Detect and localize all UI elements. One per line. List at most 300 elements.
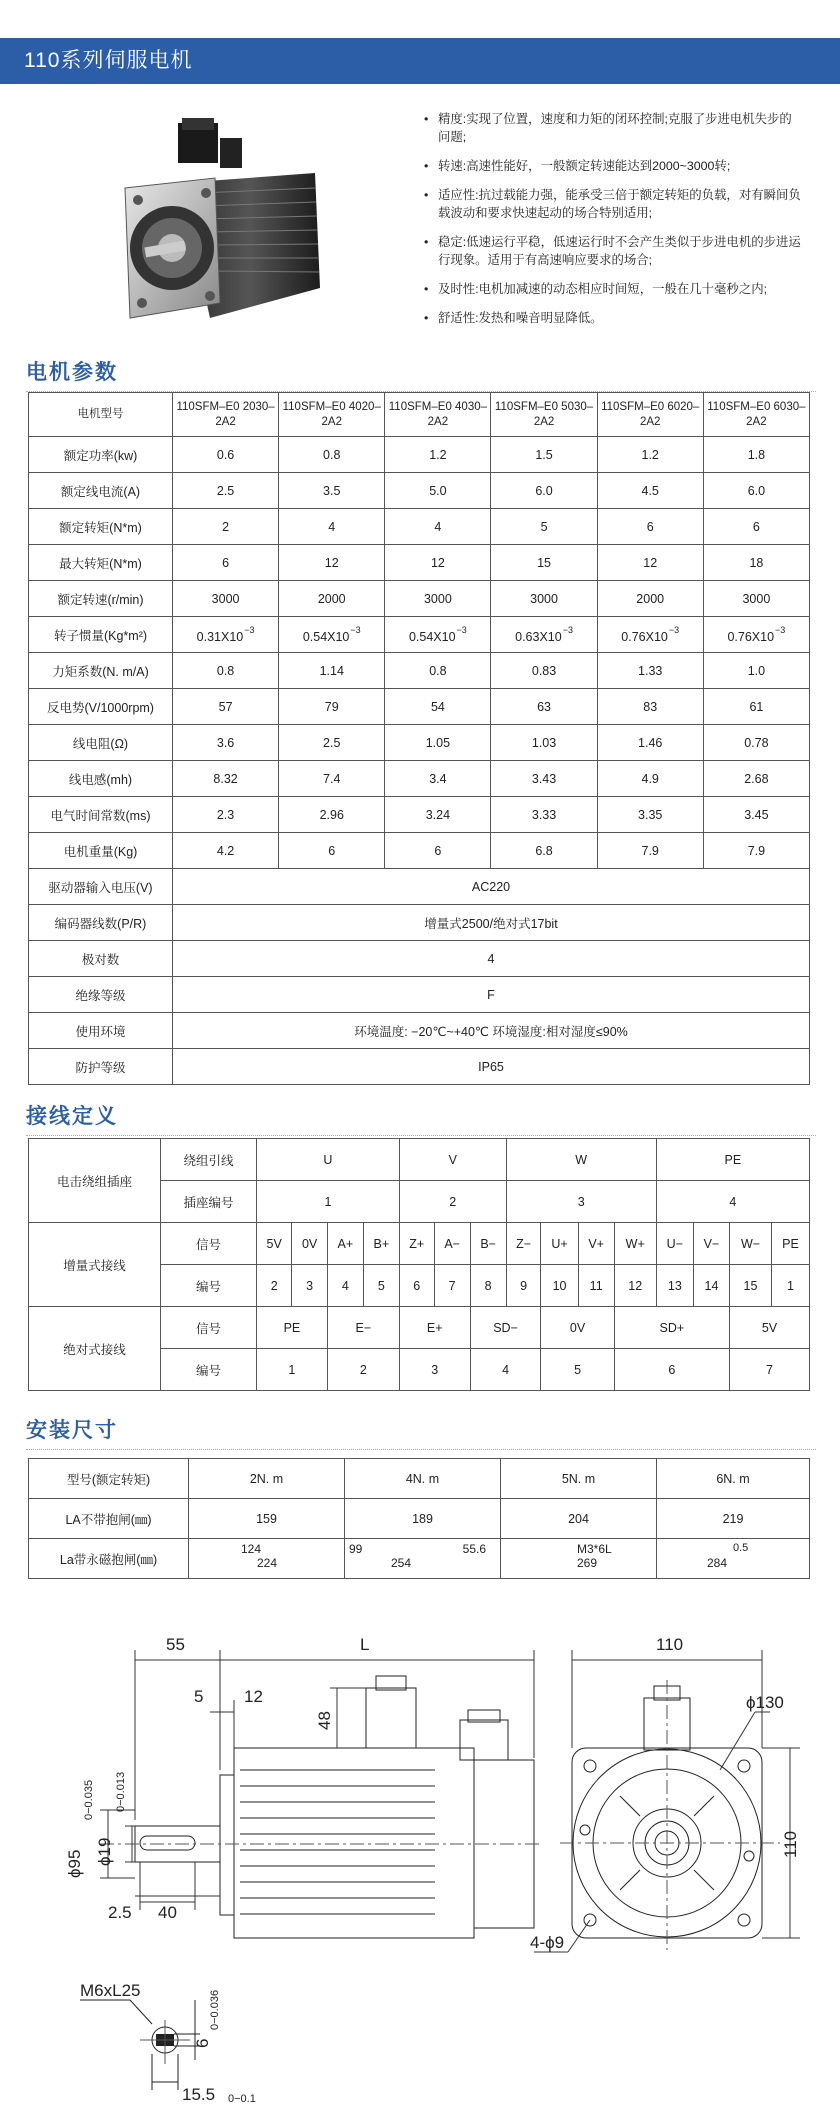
number-cell: 4 bbox=[327, 1265, 363, 1307]
row-label: 额定转速(r/min) bbox=[29, 581, 173, 617]
value-cell: 219 bbox=[657, 1499, 810, 1539]
number-cell: 1 bbox=[257, 1349, 328, 1391]
signal-cell: A+ bbox=[327, 1223, 363, 1265]
signal-cell: E− bbox=[327, 1307, 399, 1349]
row-label: 驱动器输入电压(V) bbox=[29, 869, 173, 905]
dim-tol19: 0−0.013 bbox=[115, 1771, 127, 1812]
dim-phi19: ϕ19 bbox=[95, 1837, 114, 1866]
row-label: 绕组引线 bbox=[161, 1139, 257, 1181]
value-text: 4.9 bbox=[641, 771, 659, 786]
value-a: 99 bbox=[349, 1542, 363, 1556]
value-text: 1.14 bbox=[319, 663, 344, 678]
value-cell bbox=[279, 725, 385, 761]
value-text: 1.0 bbox=[747, 663, 766, 678]
lead-cell: V bbox=[399, 1139, 506, 1181]
number-cell: 7 bbox=[434, 1265, 470, 1307]
signal-cell: V+ bbox=[578, 1223, 614, 1265]
row-label: 编号 bbox=[161, 1265, 257, 1307]
dimension-drawing bbox=[40, 1620, 800, 2110]
signal-cell: W− bbox=[729, 1223, 771, 1265]
feature-item: • 适应性:抗过载能力强，能承受三倍于额定转矩的负载，对有瞬间负载波动和要求快速起动的场合特别适用; bbox=[424, 186, 804, 222]
signal-cell: SD+ bbox=[614, 1307, 729, 1349]
value-cell bbox=[173, 473, 279, 509]
row-label: 额定转矩(N*m) bbox=[29, 509, 173, 545]
number-cell: 8 bbox=[470, 1265, 506, 1307]
value-text: 12 bbox=[643, 555, 658, 570]
value-cell bbox=[279, 617, 385, 653]
model-cell: 110SFM–E0 2030–2A2 bbox=[173, 393, 279, 437]
value-cell bbox=[385, 689, 491, 725]
dim-5: 5 bbox=[194, 1687, 204, 1706]
table-row bbox=[29, 617, 810, 653]
header-cell: 6N. m bbox=[657, 1459, 810, 1499]
dim-phi95: ϕ95 bbox=[65, 1849, 84, 1878]
value-cell bbox=[173, 653, 279, 689]
value-text: 12 bbox=[430, 555, 445, 570]
value-text: 3.6 bbox=[216, 735, 235, 750]
lead-cell: U bbox=[257, 1139, 400, 1181]
value-cell: 204 bbox=[501, 1499, 657, 1539]
value-bottom: 224 bbox=[257, 1556, 278, 1570]
value-cell bbox=[173, 797, 279, 833]
row-label: 转子惯量(Kg*m²) bbox=[29, 617, 173, 653]
number-cell: 11 bbox=[578, 1265, 614, 1307]
table-row bbox=[29, 473, 810, 509]
value-text: 1.03 bbox=[531, 735, 557, 750]
value-cell bbox=[597, 617, 703, 653]
value-cell bbox=[491, 653, 597, 689]
value-cell bbox=[385, 725, 491, 761]
header-cell: 电机型号 bbox=[29, 393, 173, 437]
value-text: 2000 bbox=[636, 591, 665, 606]
value-cell bbox=[703, 689, 809, 725]
header-cell: 型号(额定转矩) bbox=[29, 1459, 189, 1499]
value-cell bbox=[345, 1539, 501, 1579]
value-cell bbox=[279, 653, 385, 689]
value-cell bbox=[279, 689, 385, 725]
value-sup: 0.5 bbox=[733, 1542, 749, 1554]
value-cell bbox=[597, 581, 703, 617]
value-cell bbox=[279, 509, 385, 545]
header-cell: 5N. m bbox=[501, 1459, 657, 1499]
row-label: 电机重量(Kg) bbox=[29, 833, 173, 869]
value-text: 1.33 bbox=[638, 663, 663, 678]
value-cell bbox=[385, 833, 491, 869]
signal-cell: U+ bbox=[541, 1223, 578, 1265]
row-label: 线电感(mh) bbox=[29, 761, 173, 797]
row-label: 力矩系数(N. m/A) bbox=[29, 653, 173, 689]
signal-cell: Z− bbox=[506, 1223, 541, 1265]
feature-item: • 及时性:电机加减速的动态相应时间短，一般在几十毫秒之内; bbox=[424, 280, 804, 298]
signal-cell: U− bbox=[656, 1223, 693, 1265]
table-row bbox=[29, 509, 810, 545]
table-row bbox=[29, 1139, 810, 1181]
value-cell: 189 bbox=[345, 1499, 501, 1539]
value-cell bbox=[173, 581, 279, 617]
signal-cell: SD− bbox=[470, 1307, 541, 1349]
value-text: 2 bbox=[222, 519, 230, 534]
value-cell bbox=[597, 761, 703, 797]
table-row bbox=[29, 761, 810, 797]
value-text: 0.8 bbox=[323, 447, 341, 462]
row-label: 编码器线数(P/R) bbox=[29, 905, 173, 941]
table-row bbox=[29, 1013, 810, 1049]
value-cell bbox=[597, 797, 703, 833]
dim-holes: 4-ϕ9 bbox=[530, 1933, 565, 1952]
value-cell bbox=[597, 437, 703, 473]
header-cell: 2N. m bbox=[189, 1459, 345, 1499]
exponent: −3 bbox=[350, 625, 361, 635]
value-cell bbox=[491, 797, 597, 833]
value-text: 18 bbox=[749, 555, 764, 570]
table-row bbox=[29, 869, 810, 905]
value-cell bbox=[173, 437, 279, 473]
value-text: 1.2 bbox=[641, 447, 659, 462]
value-cell bbox=[703, 761, 809, 797]
winding-label: 电击绕组插座 bbox=[29, 1139, 161, 1223]
table-row bbox=[29, 653, 810, 689]
value-bottom: 254 bbox=[391, 1556, 412, 1570]
value-cell bbox=[189, 1539, 345, 1579]
row-label: 额定线电流(A) bbox=[29, 473, 173, 509]
value-text: 83 bbox=[643, 699, 658, 714]
value-cell bbox=[491, 581, 597, 617]
dim-6: 6 bbox=[193, 2038, 212, 2048]
table-row bbox=[29, 1049, 810, 1085]
value-text: 6 bbox=[434, 843, 442, 858]
value-text: 3000 bbox=[530, 591, 558, 606]
value-text: 0.8 bbox=[216, 663, 235, 678]
signal-cell: A− bbox=[434, 1223, 470, 1265]
value-text: 8.32 bbox=[213, 771, 238, 786]
feature-item: • 舒适性:发热和噪音明显降低。 bbox=[424, 309, 804, 327]
value-text: 3.33 bbox=[531, 807, 557, 822]
value-cell bbox=[279, 581, 385, 617]
value-text: 7.9 bbox=[747, 843, 766, 858]
number-cell: 15 bbox=[729, 1265, 771, 1307]
value-text: 7.4 bbox=[323, 771, 341, 786]
row-label: La带永磁抱闸(㎜) bbox=[29, 1539, 189, 1579]
number-cell: 9 bbox=[506, 1265, 541, 1307]
value-cell bbox=[491, 761, 597, 797]
value-cell bbox=[385, 437, 491, 473]
value-text: 3.43 bbox=[531, 771, 557, 786]
signal-cell: 5V bbox=[257, 1223, 292, 1265]
dim-m6: M6xL25 bbox=[80, 1981, 141, 2000]
value-text: 4.2 bbox=[216, 843, 235, 858]
value-cell bbox=[173, 509, 279, 545]
value-text: 2000 bbox=[317, 591, 346, 606]
pin-cell: 4 bbox=[656, 1181, 809, 1223]
merged-rows bbox=[29, 869, 810, 1085]
feature-item: • 转速:高速性能好，一般额定转速能达到2000~3000转; bbox=[424, 157, 804, 175]
lead-cell: W bbox=[506, 1139, 656, 1181]
value-text: 0.54X10 bbox=[302, 630, 350, 644]
dim-110-side: 110 bbox=[781, 1830, 800, 1858]
value-cell: 159 bbox=[189, 1499, 345, 1539]
value-text: 5 bbox=[540, 519, 548, 534]
pin-cell: 3 bbox=[506, 1181, 656, 1223]
feature-item: • 稳定:低速运行平稳，低速运行时不会产生类似于步进电机的步进运行现象。适用于有高速响应要求的场合; bbox=[424, 233, 804, 269]
keyway-detail bbox=[80, 2000, 200, 2090]
incremental-label: 增量式接线 bbox=[29, 1223, 161, 1307]
value-text: 0.8 bbox=[429, 663, 447, 678]
value-text: 79 bbox=[324, 699, 339, 714]
value-text: 3000 bbox=[742, 591, 771, 606]
param-rows bbox=[29, 437, 810, 869]
value-cell bbox=[491, 689, 597, 725]
row-label: 反电势(V/1000rpm) bbox=[29, 689, 173, 725]
number-cell: 5 bbox=[363, 1265, 399, 1307]
value-text: 4 bbox=[328, 519, 336, 534]
table-row bbox=[29, 977, 810, 1013]
dim-2-5: 2.5 bbox=[108, 1903, 132, 1922]
merged-value: 4 bbox=[173, 941, 810, 977]
value-text: 61 bbox=[749, 699, 764, 714]
value-cell bbox=[491, 545, 597, 581]
page-title: 110系列伺服电机 bbox=[0, 38, 840, 84]
model-cell: 110SFM–E0 4020–2A2 bbox=[279, 393, 385, 437]
table-row bbox=[29, 1223, 810, 1265]
value-cell bbox=[703, 473, 809, 509]
model-cell: 110SFM–E0 6030–2A2 bbox=[703, 393, 809, 437]
table-row bbox=[29, 797, 810, 833]
value-cell bbox=[173, 833, 279, 869]
value-text: 3.35 bbox=[638, 807, 663, 822]
dim-tol15: 0−0.1 bbox=[228, 2093, 256, 2105]
value-text: 6 bbox=[222, 555, 230, 570]
value-text: 0.83 bbox=[531, 663, 557, 678]
value-cell bbox=[501, 1539, 657, 1579]
cooling-fins bbox=[240, 1770, 435, 1914]
number-cell: 6 bbox=[614, 1349, 729, 1391]
wiring-table bbox=[28, 1138, 810, 1391]
model-cell: 110SFM–E0 5030–2A2 bbox=[491, 393, 597, 437]
motor-body-outline bbox=[234, 1748, 474, 1938]
install-dims-table bbox=[28, 1458, 810, 1579]
row-label: 信号 bbox=[161, 1307, 257, 1349]
value-cell bbox=[597, 689, 703, 725]
value-b: 55.6 bbox=[462, 1542, 486, 1556]
dim-55: 55 bbox=[166, 1635, 185, 1654]
table-row bbox=[29, 1499, 810, 1539]
value-cell bbox=[657, 1539, 810, 1579]
value-cell bbox=[597, 509, 703, 545]
signal-cell: PE bbox=[257, 1307, 328, 1349]
number-cell: 13 bbox=[656, 1265, 693, 1307]
value-top: M3*6L bbox=[577, 1542, 612, 1556]
exponent: −3 bbox=[775, 625, 786, 635]
value-text: 3.45 bbox=[744, 807, 769, 822]
value-cell bbox=[385, 509, 491, 545]
row-label: 插座编号 bbox=[161, 1181, 257, 1223]
number-cell: 1 bbox=[772, 1265, 810, 1307]
value-text: 12 bbox=[324, 555, 339, 570]
table-row bbox=[29, 941, 810, 977]
value-cell bbox=[703, 545, 809, 581]
value-text: 2.5 bbox=[216, 483, 235, 498]
value-cell bbox=[703, 509, 809, 545]
value-cell bbox=[279, 545, 385, 581]
merged-value: F bbox=[173, 977, 810, 1013]
section-title-wiring: 接线定义 bbox=[26, 1100, 118, 1130]
row-label: 使用环境 bbox=[29, 1013, 173, 1049]
row-label: 信号 bbox=[161, 1223, 257, 1265]
dim-110-top: 110 bbox=[656, 1635, 684, 1654]
signal-cell: W+ bbox=[614, 1223, 656, 1265]
dim-tol6: 0−0.036 bbox=[209, 1989, 221, 2030]
row-label: 防护等级 bbox=[29, 1049, 173, 1085]
value-cell bbox=[491, 833, 597, 869]
number-cell: 10 bbox=[541, 1265, 578, 1307]
value-text: 2.96 bbox=[319, 807, 344, 822]
value-cell bbox=[491, 509, 597, 545]
merged-value: 环境温度: −20℃~+40℃ 环境湿度:相对湿度≤90% bbox=[173, 1013, 810, 1049]
front-view bbox=[560, 1680, 780, 1950]
value-cell bbox=[279, 473, 385, 509]
signal-cell: 0V bbox=[541, 1307, 614, 1349]
value-cell bbox=[703, 653, 809, 689]
row-label: 编号 bbox=[161, 1349, 257, 1391]
value-text: 2.68 bbox=[744, 771, 769, 786]
signal-cell: PE bbox=[772, 1223, 810, 1265]
value-cell bbox=[703, 437, 809, 473]
value-cell bbox=[385, 653, 491, 689]
table-header-row bbox=[29, 393, 810, 437]
signal-cell: V− bbox=[693, 1223, 729, 1265]
value-cell bbox=[385, 617, 491, 653]
value-cell bbox=[703, 833, 809, 869]
value-text: 0.31X10 bbox=[196, 630, 244, 644]
value-text: 15 bbox=[537, 555, 551, 570]
number-cell: 7 bbox=[729, 1349, 809, 1391]
value-text: 1.8 bbox=[747, 447, 766, 462]
value-cell bbox=[279, 833, 385, 869]
signal-cell: 0V bbox=[292, 1223, 327, 1265]
exponent: −3 bbox=[456, 625, 467, 635]
value-cell bbox=[173, 689, 279, 725]
value-cell bbox=[597, 653, 703, 689]
merged-value: 增量式2500/绝对式17bit bbox=[173, 905, 810, 941]
value-cell bbox=[173, 617, 279, 653]
row-label: 额定功率(kw) bbox=[29, 437, 173, 473]
value-cell bbox=[597, 545, 703, 581]
section-title-install: 安装尺寸 bbox=[26, 1414, 118, 1444]
value-cell bbox=[385, 473, 491, 509]
value-cell bbox=[279, 437, 385, 473]
dim-phi130: ϕ130 bbox=[746, 1693, 784, 1712]
merged-value: AC220 bbox=[173, 869, 810, 905]
value-top: 124 bbox=[241, 1542, 262, 1556]
signal-cell: E+ bbox=[399, 1307, 470, 1349]
number-cell: 3 bbox=[399, 1349, 470, 1391]
table-row bbox=[29, 437, 810, 473]
row-label: 绝缘等级 bbox=[29, 977, 173, 1013]
table-row bbox=[29, 1307, 810, 1349]
value-cell bbox=[703, 725, 809, 761]
signal-cell: B+ bbox=[363, 1223, 399, 1265]
absolute-label: 绝对式接线 bbox=[29, 1307, 161, 1391]
exponent: −3 bbox=[244, 625, 255, 635]
row-label: 最大转矩(N*m) bbox=[29, 545, 173, 581]
signal-cell: B− bbox=[470, 1223, 506, 1265]
connector-top bbox=[366, 1676, 508, 1760]
value-text: 4.5 bbox=[641, 483, 659, 498]
value-cell bbox=[385, 545, 491, 581]
value-cell bbox=[491, 437, 597, 473]
value-text: 63 bbox=[537, 699, 551, 714]
value-cell bbox=[703, 797, 809, 833]
header-cell: 4N. m bbox=[345, 1459, 501, 1499]
value-cell bbox=[385, 581, 491, 617]
dim-L: L bbox=[360, 1635, 370, 1654]
number-cell: 12 bbox=[614, 1265, 656, 1307]
value-text: 6 bbox=[646, 519, 654, 534]
value-cell bbox=[597, 725, 703, 761]
value-text: 6.8 bbox=[535, 843, 553, 858]
feature-list bbox=[424, 110, 804, 338]
number-cell: 6 bbox=[399, 1265, 434, 1307]
value-text: 0.76X10 bbox=[727, 630, 775, 644]
value-text: 7.9 bbox=[641, 843, 659, 858]
value-text: 3000 bbox=[211, 591, 240, 606]
value-text: 0.6 bbox=[216, 447, 235, 462]
model-cell: 110SFM–E0 6020–2A2 bbox=[597, 393, 703, 437]
dim-48: 48 bbox=[315, 1711, 334, 1730]
value-text: 1.2 bbox=[429, 447, 447, 462]
table-row bbox=[29, 581, 810, 617]
value-text: 0.54X10 bbox=[408, 630, 456, 644]
dim-40: 40 bbox=[158, 1903, 177, 1922]
value-text: 1.5 bbox=[535, 447, 553, 462]
value-text: 3.4 bbox=[429, 771, 447, 786]
value-text: 54 bbox=[430, 699, 445, 714]
value-cell bbox=[703, 581, 809, 617]
table-row bbox=[29, 689, 810, 725]
value-cell bbox=[279, 797, 385, 833]
pin-cell: 2 bbox=[399, 1181, 506, 1223]
number-cell: 2 bbox=[257, 1265, 292, 1307]
value-text: 1.05 bbox=[425, 735, 451, 750]
table-row bbox=[29, 725, 810, 761]
motor-params-table bbox=[28, 392, 810, 1085]
table-row bbox=[29, 1459, 810, 1499]
value-text: 0.76X10 bbox=[621, 630, 668, 644]
exponent: −3 bbox=[668, 625, 680, 635]
servo-motor-image bbox=[120, 118, 325, 328]
feature-item: • 精度:实现了位置，速度和力矩的闭环控制;克服了步进电机失步的问题; bbox=[424, 110, 804, 146]
value-text: 3.5 bbox=[323, 483, 341, 498]
value-text: 4 bbox=[434, 519, 442, 534]
value-cell bbox=[703, 617, 809, 653]
value-cell bbox=[173, 545, 279, 581]
value-cell bbox=[491, 617, 597, 653]
row-label: LA不带抱闸(㎜) bbox=[29, 1499, 189, 1539]
signal-cell: Z+ bbox=[399, 1223, 434, 1265]
value-text: 1.46 bbox=[638, 735, 663, 750]
value-text: 3.24 bbox=[425, 807, 451, 822]
value-cell bbox=[491, 473, 597, 509]
table-row bbox=[29, 545, 810, 581]
value-cell bbox=[597, 833, 703, 869]
value-text: 6.0 bbox=[747, 483, 766, 498]
pin-cell: 1 bbox=[257, 1181, 400, 1223]
section-title-params: 电机参数 bbox=[26, 356, 118, 386]
lead-cell: PE bbox=[656, 1139, 809, 1181]
number-cell: 5 bbox=[541, 1349, 614, 1391]
number-cell: 4 bbox=[470, 1349, 541, 1391]
value-text: 6.0 bbox=[535, 483, 553, 498]
